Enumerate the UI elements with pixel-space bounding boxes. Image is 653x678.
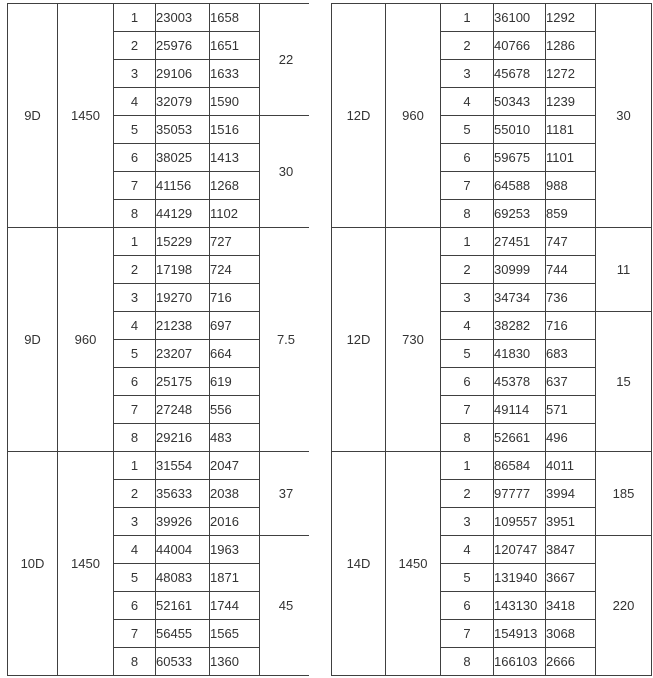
flow-cell: 64588 [494,172,546,200]
flow-cell: 40766 [494,32,546,60]
head-cell: 683 [546,340,596,368]
flow-cell: 39926 [156,508,210,536]
head-cell: 4011 [546,452,596,480]
point-number-cell: 3 [114,60,156,88]
flow-cell: 44004 [156,536,210,564]
head-cell: 2038 [210,480,260,508]
head-cell: 1286 [546,32,596,60]
point-number-cell: 4 [441,536,494,564]
point-number-cell: 7 [114,396,156,424]
point-number-cell: 6 [114,368,156,396]
head-cell: 1101 [546,144,596,172]
power-cell: 185 [596,452,652,536]
power-cell: 37 [260,452,313,536]
point-number-cell: 4 [114,312,156,340]
point-number-cell: 2 [441,256,494,284]
flow-cell: 59675 [494,144,546,172]
point-number-cell: 4 [441,88,494,116]
table-gap [309,0,331,678]
head-cell: 1292 [546,4,596,32]
power-cell: 11 [596,228,652,312]
point-number-cell: 5 [114,116,156,144]
right-spec-table [331,3,652,676]
flow-cell: 29106 [156,60,210,88]
flow-cell: 109557 [494,508,546,536]
point-number-cell: 1 [441,4,494,32]
head-cell: 747 [546,228,596,256]
head-cell: 2016 [210,508,260,536]
head-cell: 483 [210,424,260,452]
head-cell: 727 [210,228,260,256]
point-number-cell: 4 [441,312,494,340]
point-number-cell: 1 [114,452,156,480]
flow-cell: 97777 [494,480,546,508]
flow-cell: 15229 [156,228,210,256]
flow-cell: 32079 [156,88,210,116]
point-number-cell: 4 [114,88,156,116]
head-cell: 1744 [210,592,260,620]
model-cell: 9D [8,228,58,452]
flow-cell: 27248 [156,396,210,424]
head-cell: 3994 [546,480,596,508]
model-cell: 12D [332,4,386,228]
head-cell: 1413 [210,144,260,172]
point-number-cell: 4 [114,536,156,564]
point-number-cell: 1 [114,4,156,32]
flow-cell: 52161 [156,592,210,620]
point-number-cell: 2 [114,480,156,508]
flow-cell: 19270 [156,284,210,312]
point-number-cell: 6 [441,144,494,172]
power-cell: 220 [596,536,652,676]
flow-cell: 154913 [494,620,546,648]
speed-cell: 730 [386,228,441,452]
head-cell: 1181 [546,116,596,144]
flow-cell: 86584 [494,452,546,480]
left-spec-table [7,3,313,676]
head-cell: 1590 [210,88,260,116]
point-number-cell: 6 [114,144,156,172]
flow-cell: 35633 [156,480,210,508]
head-cell: 556 [210,396,260,424]
point-number-cell: 2 [441,480,494,508]
point-number-cell: 3 [114,284,156,312]
flow-cell: 38025 [156,144,210,172]
flow-cell: 17198 [156,256,210,284]
flow-cell: 166103 [494,648,546,676]
head-cell: 724 [210,256,260,284]
power-cell: 22 [260,4,313,116]
speed-cell: 960 [58,228,114,452]
table-row [332,4,652,32]
point-number-cell: 2 [114,32,156,60]
head-cell: 736 [546,284,596,312]
point-number-cell: 5 [441,340,494,368]
point-number-cell: 8 [114,424,156,452]
head-cell: 3418 [546,592,596,620]
flow-cell: 44129 [156,200,210,228]
head-cell: 571 [546,396,596,424]
head-cell: 496 [546,424,596,452]
flow-cell: 23207 [156,340,210,368]
flow-cell: 56455 [156,620,210,648]
flow-cell: 25976 [156,32,210,60]
flow-cell: 30999 [494,256,546,284]
head-cell: 988 [546,172,596,200]
flow-cell: 69253 [494,200,546,228]
flow-cell: 29216 [156,424,210,452]
table-row [8,452,313,480]
flow-cell: 131940 [494,564,546,592]
point-number-cell: 7 [114,172,156,200]
power-cell: 45 [260,536,313,676]
head-cell: 664 [210,340,260,368]
model-cell: 9D [8,4,58,228]
speed-cell: 1450 [386,452,441,676]
point-number-cell: 8 [114,648,156,676]
head-cell: 3667 [546,564,596,592]
flow-cell: 23003 [156,4,210,32]
head-cell: 1268 [210,172,260,200]
point-number-cell: 7 [441,396,494,424]
head-cell: 1871 [210,564,260,592]
head-cell: 619 [210,368,260,396]
point-number-cell: 5 [441,116,494,144]
flow-cell: 41156 [156,172,210,200]
point-number-cell: 6 [441,592,494,620]
point-number-cell: 7 [441,172,494,200]
head-cell: 637 [546,368,596,396]
flow-cell: 25175 [156,368,210,396]
head-cell: 1239 [546,88,596,116]
flow-cell: 143130 [494,592,546,620]
point-number-cell: 5 [441,564,494,592]
point-number-cell: 2 [114,256,156,284]
flow-cell: 45678 [494,60,546,88]
flow-cell: 21238 [156,312,210,340]
head-cell: 2666 [546,648,596,676]
power-cell: 30 [260,116,313,228]
head-cell: 1272 [546,60,596,88]
flow-cell: 120747 [494,536,546,564]
head-cell: 1633 [210,60,260,88]
head-cell: 1963 [210,536,260,564]
head-cell: 3951 [546,508,596,536]
flow-cell: 31554 [156,452,210,480]
head-cell: 859 [546,200,596,228]
point-number-cell: 5 [114,340,156,368]
flow-cell: 60533 [156,648,210,676]
flow-cell: 49114 [494,396,546,424]
head-cell: 1565 [210,620,260,648]
head-cell: 716 [210,284,260,312]
speed-cell: 1450 [58,4,114,228]
flow-cell: 48083 [156,564,210,592]
head-cell: 1102 [210,200,260,228]
flow-cell: 35053 [156,116,210,144]
point-number-cell: 3 [441,60,494,88]
head-cell: 716 [546,312,596,340]
model-cell: 10D [8,452,58,676]
point-number-cell: 7 [441,620,494,648]
point-number-cell: 8 [441,200,494,228]
head-cell: 3847 [546,536,596,564]
power-cell: 30 [596,4,652,228]
speed-cell: 1450 [58,452,114,676]
flow-cell: 34734 [494,284,546,312]
point-number-cell: 1 [114,228,156,256]
head-cell: 1516 [210,116,260,144]
table-row [8,4,313,32]
point-number-cell: 7 [114,620,156,648]
flow-cell: 55010 [494,116,546,144]
flow-cell: 36100 [494,4,546,32]
flow-cell: 38282 [494,312,546,340]
point-number-cell: 1 [441,228,494,256]
point-number-cell: 8 [441,648,494,676]
point-number-cell: 6 [441,368,494,396]
flow-cell: 45378 [494,368,546,396]
table-row [332,452,652,480]
point-number-cell: 5 [114,564,156,592]
head-cell: 1651 [210,32,260,60]
head-cell: 2047 [210,452,260,480]
model-cell: 12D [332,228,386,452]
speed-cell: 960 [386,4,441,228]
point-number-cell: 3 [441,284,494,312]
point-number-cell: 8 [114,200,156,228]
model-cell: 14D [332,452,386,676]
head-cell: 697 [210,312,260,340]
power-cell: 15 [596,312,652,452]
flow-cell: 52661 [494,424,546,452]
point-number-cell: 6 [114,592,156,620]
point-number-cell: 2 [441,32,494,60]
flow-cell: 50343 [494,88,546,116]
flow-cell: 41830 [494,340,546,368]
head-cell: 1658 [210,4,260,32]
flow-cell: 27451 [494,228,546,256]
head-cell: 744 [546,256,596,284]
point-number-cell: 1 [441,452,494,480]
power-cell: 7.5 [260,228,313,452]
head-cell: 1360 [210,648,260,676]
table-row [8,228,313,256]
table-row [332,228,652,256]
head-cell: 3068 [546,620,596,648]
point-number-cell: 8 [441,424,494,452]
point-number-cell: 3 [114,508,156,536]
point-number-cell: 3 [441,508,494,536]
